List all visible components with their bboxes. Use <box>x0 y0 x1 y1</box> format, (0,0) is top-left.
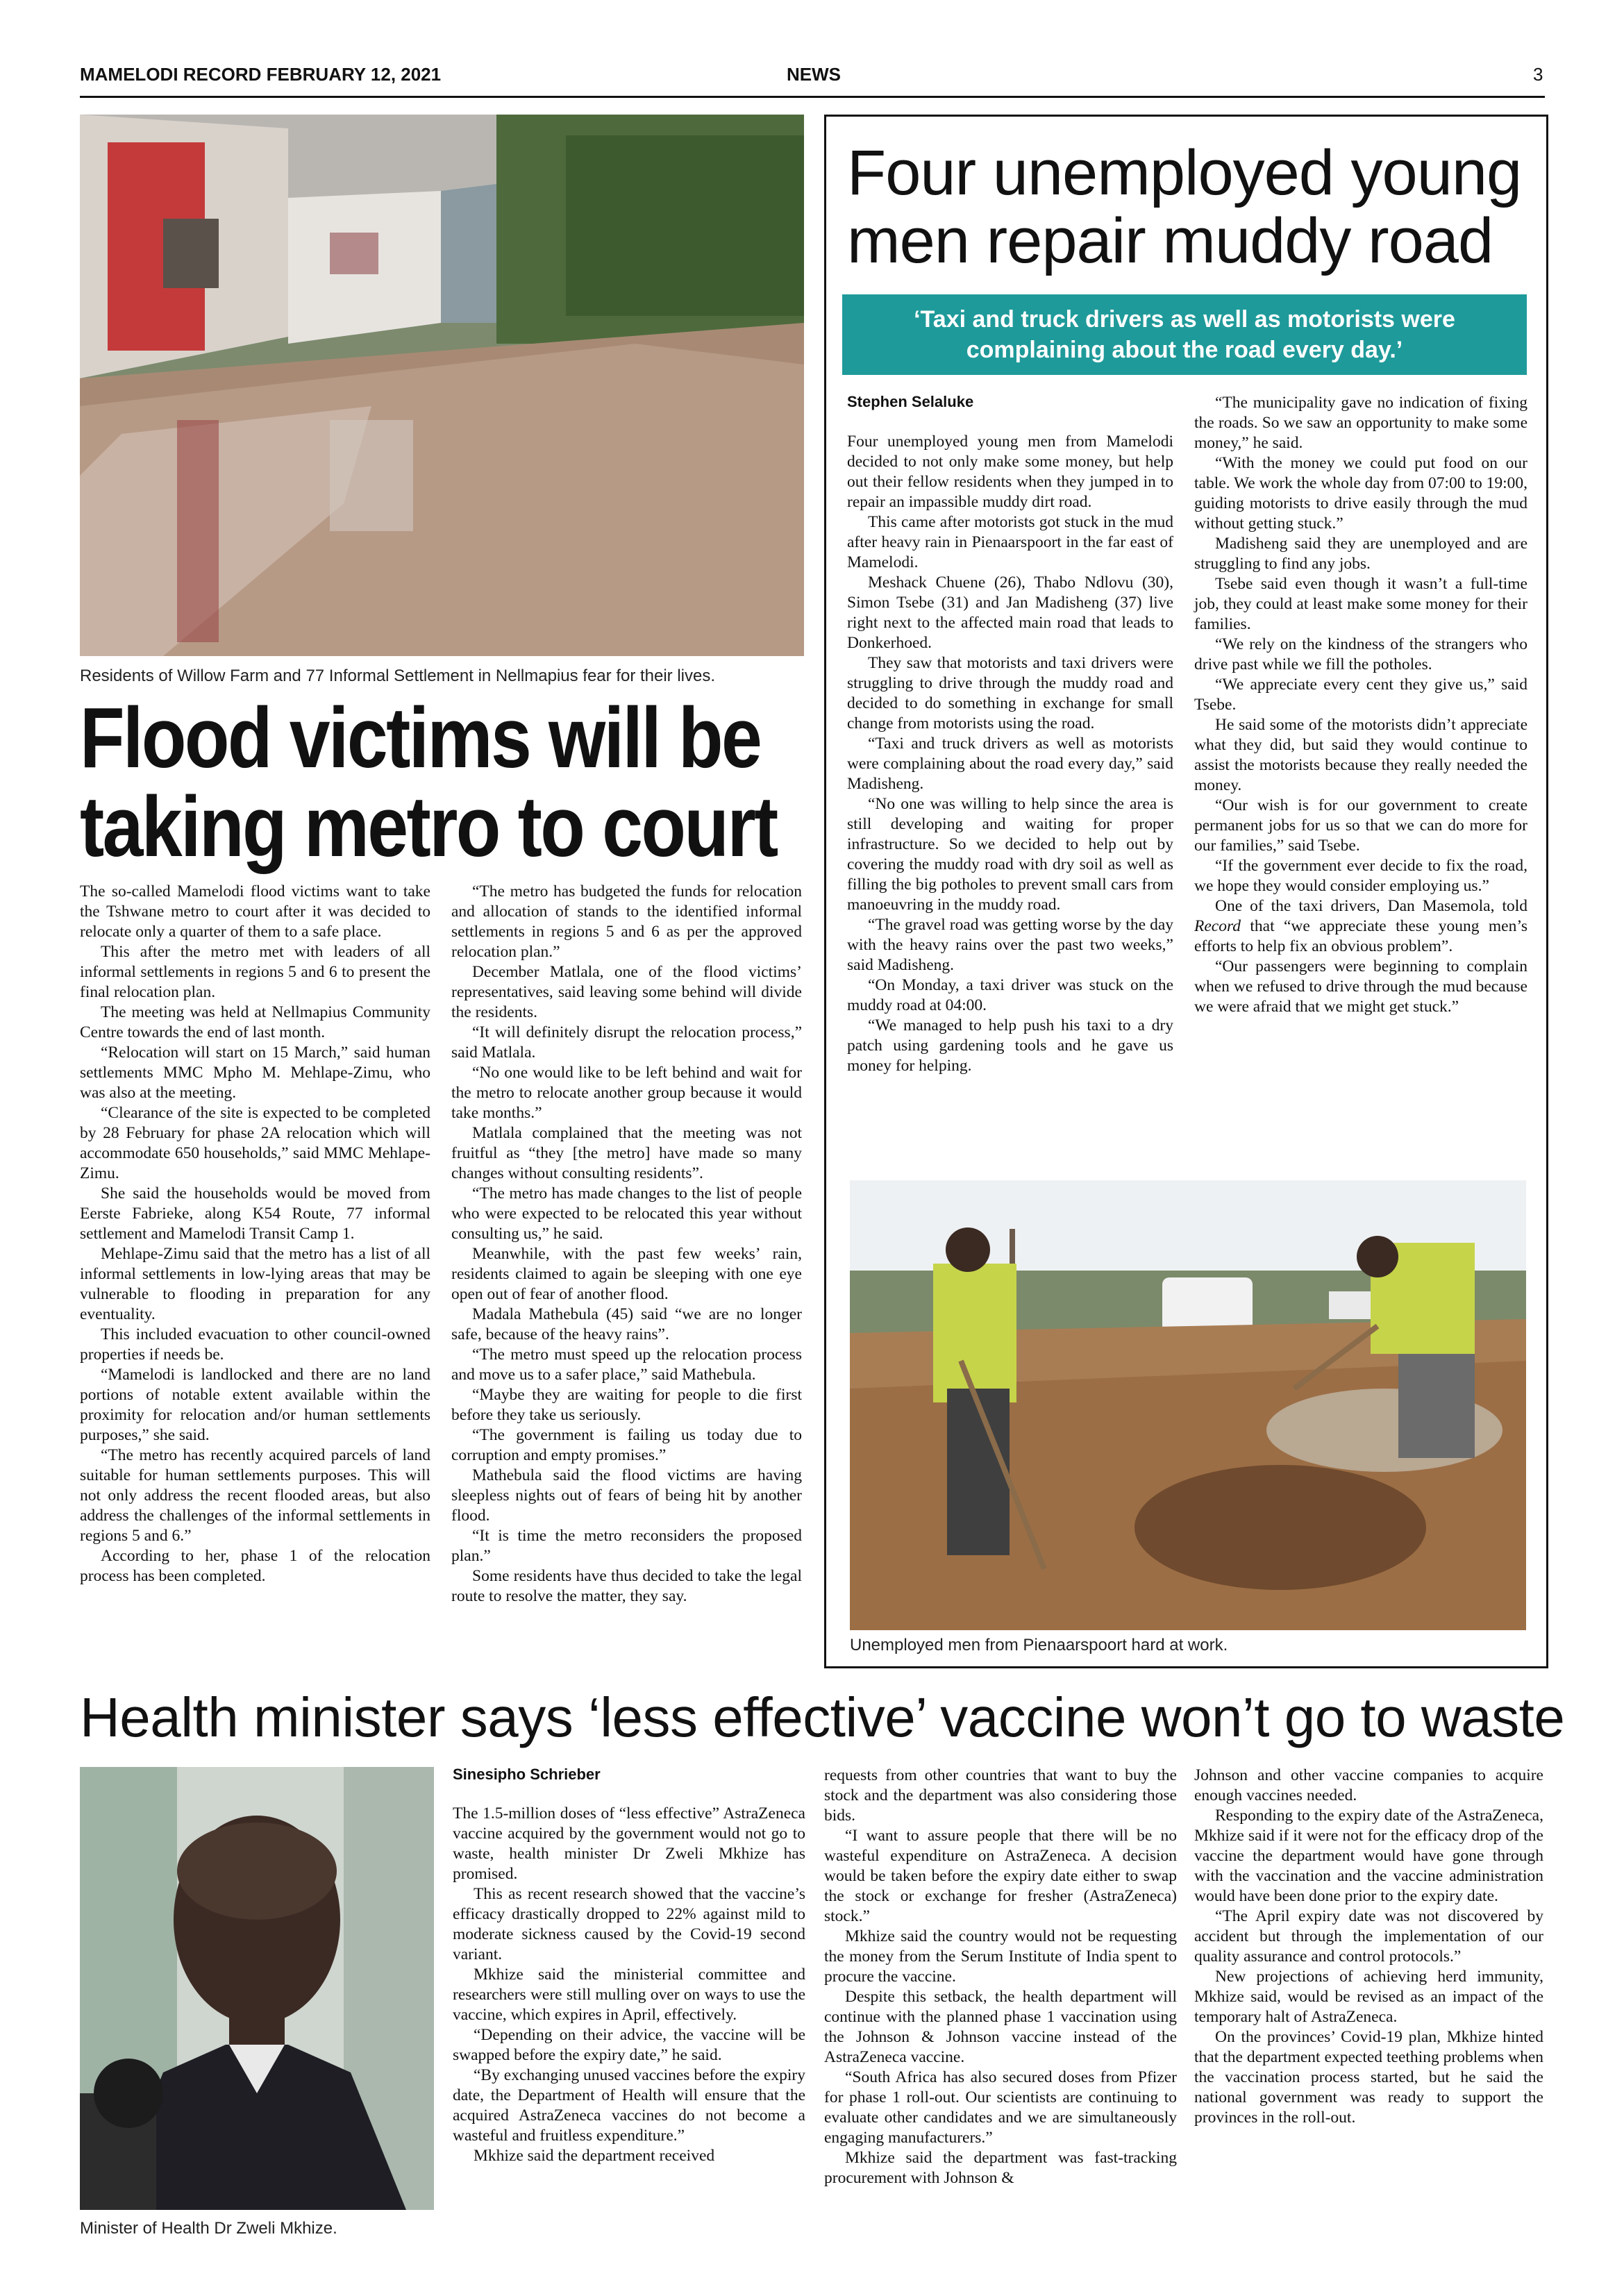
section-label: NEWS <box>787 64 841 85</box>
paragraph: Four unemployed young men from Mamelodi decided to not only make some money, but help out their fellow residents when they jumped in to repair an impassible muddy dirt road. <box>847 433 1173 511</box>
paragraph: “By exchanging unused vaccines before the expiry date, the Department of Health will ensure that the acquired AstraZeneca vaccines do not become a wasteful and fruitless expenditure.” <box>453 2066 805 2145</box>
paragraph: “The gravel road was getting worse by the day with the heavy rains over the past two weeks,” said Madisheng. <box>847 916 1173 974</box>
paragraph: This after the metro met with leaders of all informal settlements in regions 5 and 6 to present the final relocation plan. <box>80 943 430 1001</box>
health-headline: Health minister says ‘less effective’ vaccine won’t go to waste <box>80 1686 1565 1748</box>
paragraph: December Matlala, one of the flood victims’ representatives, said leaving some behind will divide the residents. <box>451 963 802 1021</box>
flooded-settlement-photo <box>80 115 804 656</box>
road-headline-line2: men repair muddy road <box>847 206 1493 276</box>
paragraph: “The government is failing us today due to corruption and empty promises.” <box>451 1426 802 1464</box>
road-pullquote <box>842 294 1527 375</box>
paragraph: Meanwhile, with the past few weeks’ rain, residents claimed to again be sleeping with one eye open out of fear of another flood. <box>451 1245 802 1303</box>
paragraph: “It will definitely disrupt the relocation process,” said Matlala. <box>451 1023 802 1062</box>
header-rule <box>80 96 1545 98</box>
paragraph: “I want to assure people that there will be no wasteful expenditure on AstraZeneca. A decision would be taken before the expiry date either to swap the stock or exchange for fresher (AstraZeneca) stock.” <box>824 1827 1177 1925</box>
paragraph: This as recent research showed that the vaccine’s efficacy drastically dropped to 22% against mild to moderate sickness caused by the Covid-19 second variant. <box>453 1885 805 1963</box>
minister-photo-caption: Minister of Health Dr Zweli Mkhize. <box>80 2219 337 2238</box>
flood-article-column-1 <box>80 882 430 1586</box>
paragraph: Despite this setback, the health department will continue with the planned phase 1 vaccination using the Johnson & Johnson vaccine instead of the AstraZeneca vaccine. <box>824 1988 1177 2066</box>
paragraph: On the provinces’ Covid-19 plan, Mkhize hinted that the department expected teething problems when the vaccination process started, but he said the national government was ready to support the provinces in the roll-out. <box>1194 2028 1543 2127</box>
paragraph: The so-called Mamelodi flood victims want to take the Tshwane metro to court after it was decided to relocate only a quarter of them to a safe place. <box>80 882 430 941</box>
masthead-date: MAMELODI RECORD FEBRUARY 12, 2021 <box>80 64 442 85</box>
road-repair-photo <box>850 1180 1526 1630</box>
health-article-column-3 <box>1194 1766 1543 2128</box>
paragraph: Mkhize said the department received <box>474 2147 715 2165</box>
paragraph: Mathebula said the flood victims are having sleepless nights out of fears of being hit by another flood. <box>451 1466 802 1525</box>
flood-headline-line1: Flood victims will be <box>80 691 761 786</box>
paragraph: “Maybe they are waiting for people to die first before they take us seriously. <box>451 1386 802 1424</box>
flood-photo-caption: Residents of Willow Farm and 77 Informal Settlement in Nellmapius fear for their lives. <box>80 667 716 685</box>
paragraph: “The metro has budgeted the funds for relocation and allocation of stands to the identified informal settlements in regions 5 and 6 as per the approved relocation plan.” <box>451 882 802 961</box>
paragraph: Mkhize said the ministerial committee and researchers were still mulling over on ways to use the vaccine, which expires in April, effectively. <box>453 1966 805 2024</box>
paragraph: Madala Mathebula (45) said “we are no longer safe, because of the heavy rains”. <box>451 1305 802 1343</box>
paragraph: “No one was willing to help since the area is still developing and waiting for proper infrastructure. So we decided to help out by covering the muddy road with dry soil as well as filling the big potholes to prevent small cars from manoeuvring in the muddy road. <box>847 795 1173 914</box>
paragraph: He said some of the motorists didn’t appreciate what they did, but said they would continue to assist the motorists because they really needed the money. <box>1194 716 1527 794</box>
paragraph: requests from other countries that want to buy the stock and the department was also considering those bids. <box>824 1766 1177 1825</box>
paragraph: Tsebe said even though it wasn’t a full-time job, they could at least make some money for their families. <box>1194 575 1527 633</box>
pullquote-line1: ‘Taxi and truck drivers as well as motorists were <box>914 306 1455 333</box>
flood-headline-line2: taking metro to court <box>80 780 777 875</box>
road-byline: Stephen Selaluke <box>847 393 974 410</box>
paragraph: Matlala complained that the meeting was not fruitful as “they [the metro] have made so many changes without consulting residents”. <box>451 1124 802 1182</box>
paragraph: “The metro has made changes to the list of people who were expected to be relocated this year without consulting us,” he said. <box>451 1184 802 1243</box>
paragraph: Mkhize said the country would not be requesting the money from the Serum Institute of India spent to procure the vaccine. <box>824 1927 1177 1986</box>
health-byline: Sinesipho Schrieber <box>453 1766 601 1783</box>
paragraph: “No one would like to be left behind and wait for the metro to relocate another group because it would take months.” <box>451 1064 802 1122</box>
health-article-column-2 <box>824 1766 1177 2188</box>
paragraph: Some residents have thus decided to take the legal route to resolve the matter, they say. <box>451 1567 802 1605</box>
paragraph: “It is time the metro reconsiders the proposed plan.” <box>451 1527 802 1565</box>
paragraph: Madisheng said they are unemployed and are struggling to find any jobs. <box>1194 535 1527 573</box>
paragraph: “The April expiry date was not discovered by accident but through the implementation of our quality assurance and control protocols.” <box>1194 1907 1543 1966</box>
paragraph: According to her, phase 1 of the relocation process has been completed. <box>80 1547 430 1585</box>
paragraph: “Mamelodi is landlocked and there are no land portions of notable extent available within the proximity for relocation and/or human settlements purposes,” she said. <box>80 1366 430 1444</box>
paragraph: Meshack Chuene (26), Thabo Ndlovu (30), Simon Tsebe (31) and Jan Madisheng (37) live right next to the affected main road that leads to Donkerhoed. <box>847 573 1173 652</box>
paragraph: This included evacuation to other council-owned properties if needs be. <box>80 1325 430 1364</box>
paragraph: “Clearance of the site is expected to be completed by 28 February for phase 2A relocation which will accommodate 650 households,” said MMC Mehlape-Zimu. <box>80 1104 430 1182</box>
paragraph: They saw that motorists and taxi drivers were struggling to drive through the muddy road and decided to do something in exchange for small change from motorists using the road. <box>847 654 1173 732</box>
paragraph: “We appreciate every cent they give us,” said Tsebe. <box>1194 676 1527 714</box>
paragraph: “The metro must speed up the relocation process and move us to a safer place,” said Mathebula. <box>451 1346 802 1384</box>
minister-portrait-photo <box>80 1767 434 2210</box>
road-headline-line1: Four unemployed young <box>847 137 1522 208</box>
paragraph: New projections of achieving herd immunity, Mkhize said, would be revised as an impact of the temporary halt of AstraZeneca. <box>1194 1968 1543 2026</box>
paragraph: Responding to the expiry date of the AstraZeneca, Mkhize said if it were not for the efficacy drop of the vaccine the department would have gone through with the vaccination and the vaccine administration would have been done prior to the expiry date. <box>1194 1807 1543 1905</box>
paragraph: “Taxi and truck drivers as well as motorists were complaining about the road every day,” said Madisheng. <box>847 735 1173 793</box>
paragraph: “The municipality gave no indication of fixing the roads. So we saw an opportunity to make some money,” he said. <box>1194 394 1527 452</box>
paragraph: “On Monday, a taxi driver was stuck on the muddy road at 04:00. <box>847 976 1173 1014</box>
paragraph: Mehlape-Zimu said that the metro has a list of all informal settlements in low-lying areas that may be vulnerable to flooding in preparation for any eventuality. <box>80 1245 430 1323</box>
paragraph: “Relocation will start on 15 March,” said human settlements MMC Mpho M. Mehlape-Zimu, who was also at the meeting. <box>80 1044 430 1102</box>
paragraph: “If the government ever decide to fix the road, we hope they would consider employing us.” <box>1194 857 1527 895</box>
pullquote-line2: complaining about the road every day.’ <box>966 337 1403 363</box>
road-article-column-2 <box>1194 393 1527 1017</box>
paragraph: “Our passengers were beginning to complain when we refused to drive through the mud because we were afraid that we might get stuck.” <box>1194 957 1527 1016</box>
paragraph: “We rely on the kindness of the strangers who drive past while we fill the potholes. <box>1194 635 1527 673</box>
paragraph: The meeting was held at Nellmapius Community Centre towards the end of last month. <box>80 1003 430 1041</box>
flood-article-column-2 <box>451 882 802 1607</box>
paragraph: Johnson and other vaccine companies to acquire enough vaccines needed. <box>1194 1766 1543 1804</box>
road-photo-caption: Unemployed men from Pienaarspoort hard at work. <box>850 1636 1228 1654</box>
paragraph: “Depending on their advice, the vaccine will be swapped before the expiry date,” he said. <box>453 2026 805 2064</box>
paragraph: Mkhize said the department was fast-tracking procurement with Johnson & <box>824 2149 1177 2187</box>
health-article-column-1 <box>453 1804 805 2166</box>
paragraph: “The metro has recently acquired parcels of land suitable for human settlements purposes. This will not only address the recent flooded areas, but also address the challenges of the informal settlements in regions 5 and 6.” <box>80 1446 430 1545</box>
road-article-column-1 <box>847 432 1173 1076</box>
paragraph: “South Africa has also secured doses from Pfizer for phase 1 roll-out. Our scientists are continuing to evaluate other candidates and we are simultaneously engaging manufacturers.” <box>824 2068 1177 2147</box>
paragraph: “We managed to help push his taxi to a dry patch using gardening tools and he gave us money for helping. <box>847 1016 1173 1075</box>
paragraph: “With the money we could put food on our table. We work the whole day from 07:00 to 19:00, guiding motorists to drive easily through the mud without getting stuck.” <box>1194 454 1527 533</box>
paragraph: She said the households would be moved from Eerste Fabrieke, along K54 Route, 77 informal settlement and Mamelodi Transit Camp 1. <box>80 1184 430 1243</box>
road-italic-paragraph: One of the taxi drivers, Dan Masemola, told Record that “we appreciate these young men’s efforts to help fix an obvious problem”. <box>1194 897 1527 955</box>
page-number: 3 <box>1533 64 1543 85</box>
paragraph: “Our wish is for our government to create permanent jobs for us so that we can do more for our families,” said Tsebe. <box>1194 796 1527 855</box>
paragraph: This came after motorists got stuck in the mud after heavy rain in Pienaarspoort in the far east of Mamelodi. <box>847 513 1173 571</box>
paragraph: The 1.5-million doses of “less effective” AstraZeneca vaccine acquired by the government would not go to waste, health minister Dr Zweli Mkhize has promised. <box>453 1804 805 1883</box>
